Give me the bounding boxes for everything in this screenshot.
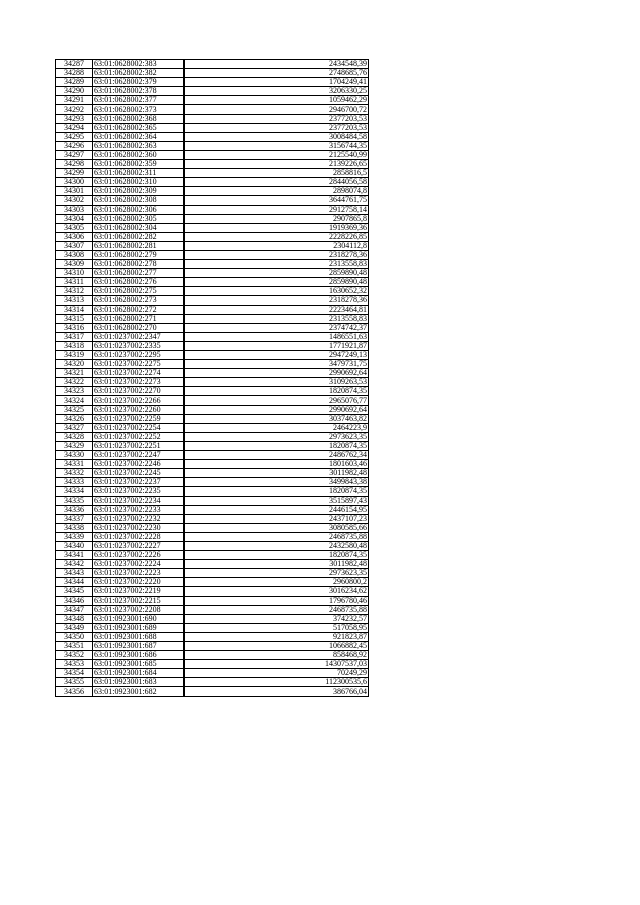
table-row <box>56 396 369 405</box>
value-cell: 3008484,58 <box>184 132 369 141</box>
value-cell: 2844056,58 <box>184 178 369 187</box>
value-cell: 858468,92 <box>184 651 369 660</box>
value-cell: 2990692,64 <box>184 405 369 414</box>
value-cell: 112300535,6 <box>184 678 369 687</box>
row-number-cell: 34343 <box>56 569 93 578</box>
row-number-cell: 34310 <box>56 269 93 278</box>
table-row <box>56 360 369 369</box>
cadastral-number-cell: 63:01:0237002:2259 <box>93 414 185 423</box>
cadastral-number-cell: 63:01:0628002:363 <box>93 141 185 150</box>
value-cell: 2468735,88 <box>184 605 369 614</box>
cadastral-number-cell: 63:01:0628002:305 <box>93 214 185 223</box>
cadastral-number-cell: 63:01:0237002:2215 <box>93 596 185 605</box>
table-row <box>56 460 369 469</box>
table-row <box>56 87 369 96</box>
cadastral-number-cell: 63:01:0237002:2226 <box>93 551 185 560</box>
row-number-cell: 34338 <box>56 523 93 532</box>
cadastral-number-cell: 63:01:0237002:2235 <box>93 487 185 496</box>
row-number-cell: 34347 <box>56 605 93 614</box>
cadastral-number-cell: 63:01:0923001:686 <box>93 651 185 660</box>
cadastral-number-cell: 63:01:0237002:2232 <box>93 514 185 523</box>
value-cell: 2486762,34 <box>184 451 369 460</box>
value-cell: 2223464,81 <box>184 305 369 314</box>
value-cell: 3080585,66 <box>184 523 369 532</box>
cadastral-number-cell: 63:01:0237002:2270 <box>93 387 185 396</box>
table-row <box>56 160 369 169</box>
row-number-cell: 34339 <box>56 532 93 541</box>
table-row <box>56 341 369 350</box>
table-row <box>56 169 369 178</box>
row-number-cell: 34291 <box>56 96 93 105</box>
table-row <box>56 314 369 323</box>
table-row <box>56 532 369 541</box>
cadastral-number-cell: 63:01:0628002:360 <box>93 150 185 159</box>
table-row <box>56 405 369 414</box>
value-cell: 2318278,36 <box>184 296 369 305</box>
row-number-cell: 34353 <box>56 660 93 669</box>
row-number-cell: 34308 <box>56 250 93 259</box>
cadastral-number-cell: 63:01:0237002:2254 <box>93 423 185 432</box>
row-number-cell: 34325 <box>56 405 93 414</box>
table-row <box>56 141 369 150</box>
value-cell: 3515897,43 <box>184 496 369 505</box>
table-row <box>56 514 369 523</box>
row-number-cell: 34320 <box>56 360 93 369</box>
value-cell: 14307537,03 <box>184 660 369 669</box>
cadastral-number-cell: 63:01:0628002:368 <box>93 114 185 123</box>
cadastral-number-cell: 63:01:0628002:308 <box>93 196 185 205</box>
row-number-cell: 34356 <box>56 687 93 696</box>
table-row <box>56 569 369 578</box>
cadastral-number-cell: 63:01:0628002:279 <box>93 250 185 259</box>
table-row <box>56 287 369 296</box>
table-row <box>56 642 369 651</box>
value-cell: 921823,87 <box>184 632 369 641</box>
cadastral-number-cell: 63:01:0628002:377 <box>93 96 185 105</box>
value-cell: 2313558,83 <box>184 314 369 323</box>
row-number-cell: 34350 <box>56 632 93 641</box>
value-cell: 2434548,39 <box>184 60 369 69</box>
row-number-cell: 34324 <box>56 396 93 405</box>
value-cell: 1630652,32 <box>184 287 369 296</box>
row-number-cell: 34303 <box>56 205 93 214</box>
value-cell: 2313558,83 <box>184 260 369 269</box>
row-number-cell: 34322 <box>56 378 93 387</box>
row-number-cell: 34295 <box>56 132 93 141</box>
table-row <box>56 414 369 423</box>
row-number-cell: 34313 <box>56 296 93 305</box>
row-number-cell: 34346 <box>56 596 93 605</box>
cadastral-number-cell: 63:01:0628002:275 <box>93 287 185 296</box>
table-row <box>56 551 369 560</box>
cadastral-number-cell: 63:01:0237002:2219 <box>93 587 185 596</box>
row-number-cell: 34349 <box>56 623 93 632</box>
table-row <box>56 187 369 196</box>
row-number-cell: 34319 <box>56 351 93 360</box>
row-number-cell: 34290 <box>56 87 93 96</box>
table-row <box>56 523 369 532</box>
table-row <box>56 432 369 441</box>
value-cell: 2446154,95 <box>184 505 369 514</box>
row-number-cell: 34328 <box>56 432 93 441</box>
cadastral-number-cell: 63:01:0237002:2228 <box>93 532 185 541</box>
cadastral-number-cell: 63:01:0923001:688 <box>93 632 185 641</box>
table-row <box>56 651 369 660</box>
row-number-cell: 34292 <box>56 105 93 114</box>
value-cell: 3644761,75 <box>184 196 369 205</box>
table-row <box>56 223 369 232</box>
cadastral-number-cell: 63:01:0628002:359 <box>93 160 185 169</box>
cadastral-number-cell: 63:01:0923001:689 <box>93 623 185 632</box>
row-number-cell: 34332 <box>56 469 93 478</box>
value-cell: 2468735,88 <box>184 532 369 541</box>
table-row <box>56 78 369 87</box>
value-cell: 2990692,64 <box>184 369 369 378</box>
table-row <box>56 205 369 214</box>
row-number-cell: 34333 <box>56 478 93 487</box>
value-cell: 2965076,77 <box>184 396 369 405</box>
row-number-cell: 34287 <box>56 60 93 69</box>
value-cell: 1066882,45 <box>184 642 369 651</box>
value-cell: 2377203,53 <box>184 123 369 132</box>
value-cell: 2946700,72 <box>184 105 369 114</box>
cadastral-number-cell: 63:01:0628002:276 <box>93 278 185 287</box>
row-number-cell: 34288 <box>56 69 93 78</box>
table-row <box>56 232 369 241</box>
table-row <box>56 278 369 287</box>
table-row <box>56 114 369 123</box>
data-table <box>55 59 369 697</box>
value-cell: 1820874,35 <box>184 441 369 450</box>
row-number-cell: 34355 <box>56 678 93 687</box>
value-cell: 1796780,46 <box>184 596 369 605</box>
table-row <box>56 196 369 205</box>
table-row <box>56 332 369 341</box>
cadastral-number-cell: 63:01:0923001:687 <box>93 642 185 651</box>
value-cell: 3037463,82 <box>184 414 369 423</box>
row-number-cell: 34352 <box>56 651 93 660</box>
table-body <box>56 60 369 697</box>
cadastral-number-cell: 63:01:0628002:282 <box>93 232 185 241</box>
value-cell: 2973623,35 <box>184 432 369 441</box>
row-number-cell: 34305 <box>56 223 93 232</box>
cadastral-number-cell: 63:01:0628002:273 <box>93 296 185 305</box>
cadastral-number-cell: 63:01:0628002:382 <box>93 69 185 78</box>
value-cell: 3479731,75 <box>184 360 369 369</box>
value-cell: 3011982,48 <box>184 469 369 478</box>
cadastral-number-cell: 63:01:0237002:2208 <box>93 605 185 614</box>
table-row <box>56 487 369 496</box>
row-number-cell: 34304 <box>56 214 93 223</box>
cadastral-number-cell: 63:01:0628002:304 <box>93 223 185 232</box>
row-number-cell: 34337 <box>56 514 93 523</box>
table-row <box>56 469 369 478</box>
row-number-cell: 34314 <box>56 305 93 314</box>
cadastral-number-cell: 63:01:0237002:2260 <box>93 405 185 414</box>
table-row <box>56 105 369 114</box>
cadastral-number-cell: 63:01:0923001:690 <box>93 614 185 623</box>
row-number-cell: 34316 <box>56 323 93 332</box>
value-cell: 2748685,76 <box>184 69 369 78</box>
row-number-cell: 34321 <box>56 369 93 378</box>
row-number-cell: 34330 <box>56 451 93 460</box>
value-cell: 70249,29 <box>184 669 369 678</box>
row-number-cell: 34301 <box>56 187 93 196</box>
value-cell: 2907865,8 <box>184 214 369 223</box>
cadastral-number-cell: 63:01:0237002:2233 <box>93 505 185 514</box>
cadastral-number-cell: 63:01:0628002:383 <box>93 60 185 69</box>
row-number-cell: 34351 <box>56 642 93 651</box>
value-cell: 2898074,8 <box>184 187 369 196</box>
cadastral-number-cell: 63:01:0237002:2252 <box>93 432 185 441</box>
row-number-cell: 34302 <box>56 196 93 205</box>
row-number-cell: 34329 <box>56 441 93 450</box>
cadastral-number-cell: 63:01:0237002:2347 <box>93 332 185 341</box>
row-number-cell: 34340 <box>56 541 93 550</box>
cadastral-number-cell: 63:01:0237002:2273 <box>93 378 185 387</box>
cadastral-number-cell: 63:01:0628002:277 <box>93 269 185 278</box>
cadastral-number-cell: 63:01:0628002:373 <box>93 105 185 114</box>
value-cell: 1059462,29 <box>184 96 369 105</box>
cadastral-number-cell: 63:01:0923001:684 <box>93 669 185 678</box>
value-cell: 2859890,48 <box>184 278 369 287</box>
row-number-cell: 34344 <box>56 578 93 587</box>
value-cell: 2464223,9 <box>184 423 369 432</box>
cadastral-number-cell: 63:01:0237002:2227 <box>93 541 185 550</box>
cadastral-number-cell: 63:01:0628002:309 <box>93 187 185 196</box>
row-number-cell: 34354 <box>56 669 93 678</box>
table-row <box>56 596 369 605</box>
cadastral-number-cell: 63:01:0628002:378 <box>93 87 185 96</box>
table-row <box>56 669 369 678</box>
table-row <box>56 260 369 269</box>
value-cell: 3016234,62 <box>184 587 369 596</box>
row-number-cell: 34307 <box>56 241 93 250</box>
table-row <box>56 660 369 669</box>
value-cell: 1704249,41 <box>184 78 369 87</box>
value-cell: 2859890,48 <box>184 269 369 278</box>
row-number-cell: 34289 <box>56 78 93 87</box>
value-cell: 1820874,35 <box>184 387 369 396</box>
value-cell: 3499843,38 <box>184 478 369 487</box>
cadastral-number-cell: 63:01:0628002:310 <box>93 178 185 187</box>
cadastral-number-cell: 63:01:0628002:271 <box>93 314 185 323</box>
table-row <box>56 305 369 314</box>
cadastral-number-cell: 63:01:0923001:682 <box>93 687 185 696</box>
row-number-cell: 34334 <box>56 487 93 496</box>
table-row <box>56 69 369 78</box>
table-row <box>56 496 369 505</box>
table-row <box>56 587 369 596</box>
table-row <box>56 451 369 460</box>
table-row <box>56 605 369 614</box>
table-row <box>56 296 369 305</box>
table-row <box>56 351 369 360</box>
cadastral-number-cell: 63:01:0237002:2295 <box>93 351 185 360</box>
table-row <box>56 441 369 450</box>
value-cell: 1801603,46 <box>184 460 369 469</box>
table-row <box>56 369 369 378</box>
value-cell: 2228226,85 <box>184 232 369 241</box>
value-cell: 3011982,48 <box>184 560 369 569</box>
row-number-cell: 34293 <box>56 114 93 123</box>
table-row <box>56 623 369 632</box>
table-row <box>56 214 369 223</box>
table-row <box>56 60 369 69</box>
row-number-cell: 34312 <box>56 287 93 296</box>
cadastral-number-cell: 63:01:0237002:2234 <box>93 496 185 505</box>
value-cell: 374232,57 <box>184 614 369 623</box>
cadastral-number-cell: 63:01:0923001:683 <box>93 678 185 687</box>
cadastral-number-cell: 63:01:0628002:270 <box>93 323 185 332</box>
table-row <box>56 541 369 550</box>
cadastral-number-cell: 63:01:0237002:2274 <box>93 369 185 378</box>
value-cell: 1486551,63 <box>184 332 369 341</box>
row-number-cell: 34300 <box>56 178 93 187</box>
row-number-cell: 34348 <box>56 614 93 623</box>
row-number-cell: 34296 <box>56 141 93 150</box>
cadastral-number-cell: 63:01:0237002:2246 <box>93 460 185 469</box>
cadastral-number-cell: 63:01:0628002:379 <box>93 78 185 87</box>
value-cell: 2437107,23 <box>184 514 369 523</box>
row-number-cell: 34323 <box>56 387 93 396</box>
cadastral-number-cell: 63:01:0628002:306 <box>93 205 185 214</box>
row-number-cell: 34326 <box>56 414 93 423</box>
value-cell: 2912758,14 <box>184 205 369 214</box>
cadastral-number-cell: 63:01:0237002:2245 <box>93 469 185 478</box>
row-number-cell: 34336 <box>56 505 93 514</box>
value-cell: 2304112,8 <box>184 241 369 250</box>
value-cell: 2858816,5 <box>184 169 369 178</box>
row-number-cell: 34315 <box>56 314 93 323</box>
row-number-cell: 34294 <box>56 123 93 132</box>
table-row <box>56 423 369 432</box>
value-cell: 2374742,37 <box>184 323 369 332</box>
row-number-cell: 34318 <box>56 341 93 350</box>
table-row <box>56 505 369 514</box>
value-cell: 1820874,35 <box>184 487 369 496</box>
table-row <box>56 678 369 687</box>
table-row <box>56 241 369 250</box>
table-row <box>56 132 369 141</box>
cadastral-number-cell: 63:01:0237002:2230 <box>93 523 185 532</box>
cadastral-number-cell: 63:01:0237002:2224 <box>93 560 185 569</box>
table-row <box>56 96 369 105</box>
row-number-cell: 34299 <box>56 169 93 178</box>
cadastral-number-cell: 63:01:0237002:2335 <box>93 341 185 350</box>
cadastral-number-cell: 63:01:0628002:364 <box>93 132 185 141</box>
table-row <box>56 269 369 278</box>
cadastral-number-cell: 63:01:0628002:272 <box>93 305 185 314</box>
table-row <box>56 560 369 569</box>
cadastral-number-cell: 63:01:0628002:281 <box>93 241 185 250</box>
row-number-cell: 34317 <box>56 332 93 341</box>
value-cell: 3109263,53 <box>184 378 369 387</box>
value-cell: 2318278,36 <box>184 250 369 259</box>
row-number-cell: 34306 <box>56 232 93 241</box>
cadastral-number-cell: 63:01:0237002:2237 <box>93 478 185 487</box>
value-cell: 386766,04 <box>184 687 369 696</box>
table-row <box>56 378 369 387</box>
value-cell: 1771921,87 <box>184 341 369 350</box>
cadastral-number-cell: 63:01:0237002:2223 <box>93 569 185 578</box>
value-cell: 3206330,25 <box>184 87 369 96</box>
value-cell: 2973623,35 <box>184 569 369 578</box>
cadastral-number-cell: 63:01:0237002:2266 <box>93 396 185 405</box>
row-number-cell: 34298 <box>56 160 93 169</box>
table-row <box>56 123 369 132</box>
value-cell: 2377203,53 <box>184 114 369 123</box>
value-cell: 517058,95 <box>184 623 369 632</box>
table-row <box>56 614 369 623</box>
value-cell: 3156744,35 <box>184 141 369 150</box>
value-cell: 1820874,35 <box>184 551 369 560</box>
table-row <box>56 150 369 159</box>
table-row <box>56 478 369 487</box>
table-row <box>56 687 369 696</box>
table-row <box>56 178 369 187</box>
value-cell: 2947249,13 <box>184 351 369 360</box>
row-number-cell: 34342 <box>56 560 93 569</box>
table-row <box>56 250 369 259</box>
cadastral-number-cell: 63:01:0237002:2220 <box>93 578 185 587</box>
cadastral-number-cell: 63:01:0628002:365 <box>93 123 185 132</box>
table-row <box>56 323 369 332</box>
table-row <box>56 632 369 641</box>
row-number-cell: 34311 <box>56 278 93 287</box>
cadastral-number-cell: 63:01:0628002:278 <box>93 260 185 269</box>
cadastral-number-cell: 63:01:0628002:311 <box>93 169 185 178</box>
value-cell: 2125540,99 <box>184 150 369 159</box>
value-cell: 2432580,48 <box>184 541 369 550</box>
row-number-cell: 34297 <box>56 150 93 159</box>
value-cell: 2960800,2 <box>184 578 369 587</box>
row-number-cell: 34335 <box>56 496 93 505</box>
row-number-cell: 34345 <box>56 587 93 596</box>
cadastral-number-cell: 63:01:0923001:685 <box>93 660 185 669</box>
value-cell: 2139226,65 <box>184 160 369 169</box>
cadastral-number-cell: 63:01:0237002:2275 <box>93 360 185 369</box>
table-row <box>56 387 369 396</box>
cadastral-number-cell: 63:01:0237002:2251 <box>93 441 185 450</box>
row-number-cell: 34341 <box>56 551 93 560</box>
row-number-cell: 34327 <box>56 423 93 432</box>
value-cell: 1919369,36 <box>184 223 369 232</box>
cadastral-number-cell: 63:01:0237002:2247 <box>93 451 185 460</box>
row-number-cell: 34309 <box>56 260 93 269</box>
table-row <box>56 578 369 587</box>
row-number-cell: 34331 <box>56 460 93 469</box>
